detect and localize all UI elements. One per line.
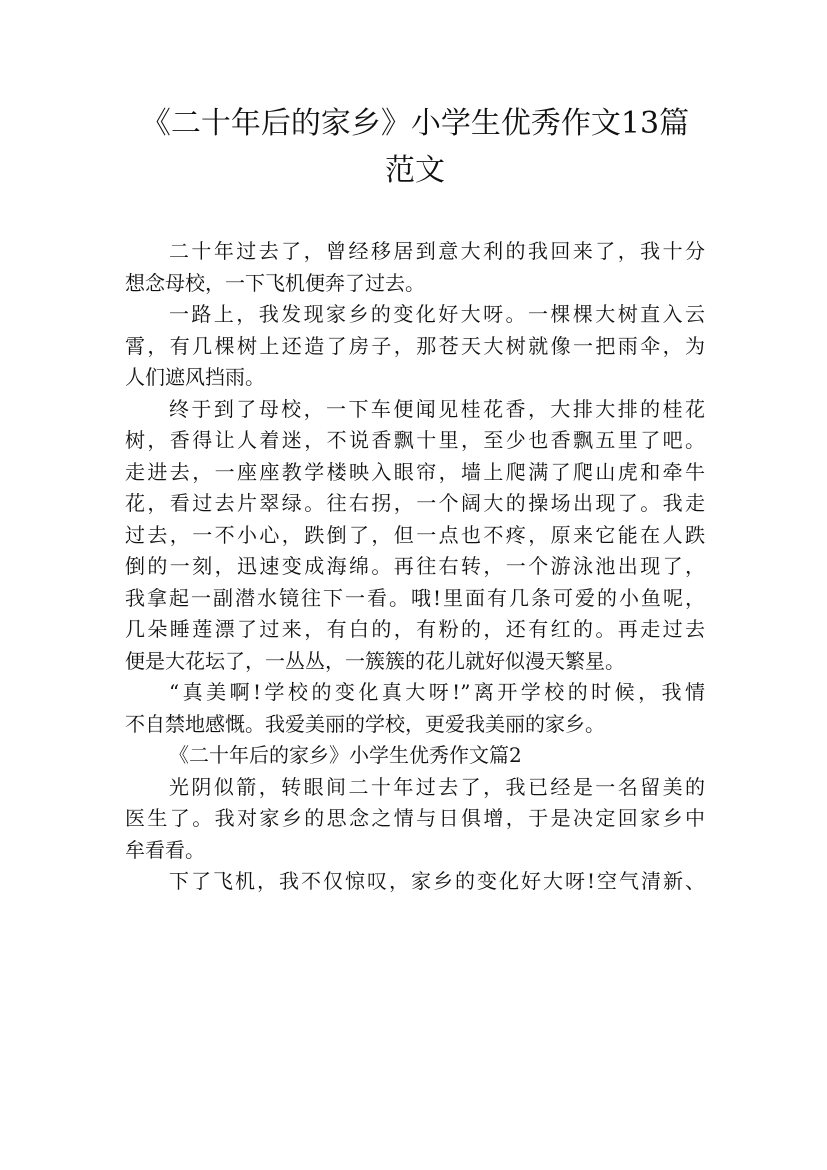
section-heading-2 [125, 740, 705, 772]
text-line: 不自禁地感慨。我爱美丽的学校，更爱我美丽的家乡。 [125, 711, 605, 736]
text-line: 人们遮风挡雨。 [125, 365, 265, 389]
text-line: 霄，有几棵树上还造了房子，那苍天大树就像一把雨伞，为 [125, 333, 705, 358]
text-line: 树，香得让人着迷，不说香飘十里，至少也香飘五里了吧。 [125, 428, 705, 452]
title-line-2: 范文 [385, 153, 445, 188]
text-line: 走进去，一座座教学楼映入眼帘，墙上爬满了爬山虎和牵牛 [125, 459, 705, 484]
text-line: “真美啊!学校的变化真大呀!”离开学校的时候，我情 [169, 680, 705, 704]
paragraph-5 [125, 772, 705, 867]
text-line: 我拿起一副潜水镜往下一看。哦!里面有几条可爱的小鱼呢， [125, 585, 705, 610]
text-line: 一路上，我发现家乡的变化好大呀。一棵棵大树直入云 [169, 302, 705, 326]
text-line: 便是大花坛了，一丛丛，一簇簇的花儿就好似漫天繁星。 [125, 648, 625, 673]
text-line: 花，看过去片翠绿。往右拐，一个阔大的操场出现了。我走 [125, 491, 705, 515]
paragraph-4 [125, 677, 705, 740]
title-line-1: 《二十年后的家乡》小学生优秀作文13篇 [140, 106, 690, 141]
document-title [120, 100, 710, 194]
text-line: 想念母校，一下飞机便奔了过去。 [125, 270, 425, 295]
text-line: 下了飞机，我不仅惊叹，家乡的变化好大呀!空气清新、 [169, 869, 705, 893]
text-line: 过去，一不小心，跌倒了，但一点也不疼，原来它能在人跌 [125, 522, 705, 547]
text-line: 终于到了母校，一下车便闻见桂花香，大排大排的桂花 [169, 396, 705, 421]
paragraph-1 [125, 236, 705, 299]
text-line: 牟看看。 [125, 837, 205, 862]
text-line: 几朵睡莲漂了过来，有白的，有粉的，还有红的。再走过去 [125, 617, 705, 641]
text-line: 二十年过去了，曾经移居到意大利的我回来了，我十分 [169, 239, 705, 263]
text-line: 光阴似箭，转眼间二十年过去了，我已经是一名留美的 [169, 774, 705, 799]
text-line: 医生了。我对家乡的思念之情与日俱增，于是决定回家乡中 [125, 806, 705, 830]
paragraph-3 [125, 394, 705, 678]
paragraph-6 [125, 866, 705, 898]
document-body [125, 236, 705, 898]
paragraph-2 [125, 299, 705, 394]
text-line: 倒的一刻，迅速变成海绵。再往右转，一个游泳池出现了， [125, 554, 705, 578]
text-line: 《二十年后的家乡》小学生优秀作文篇2 [169, 743, 522, 767]
